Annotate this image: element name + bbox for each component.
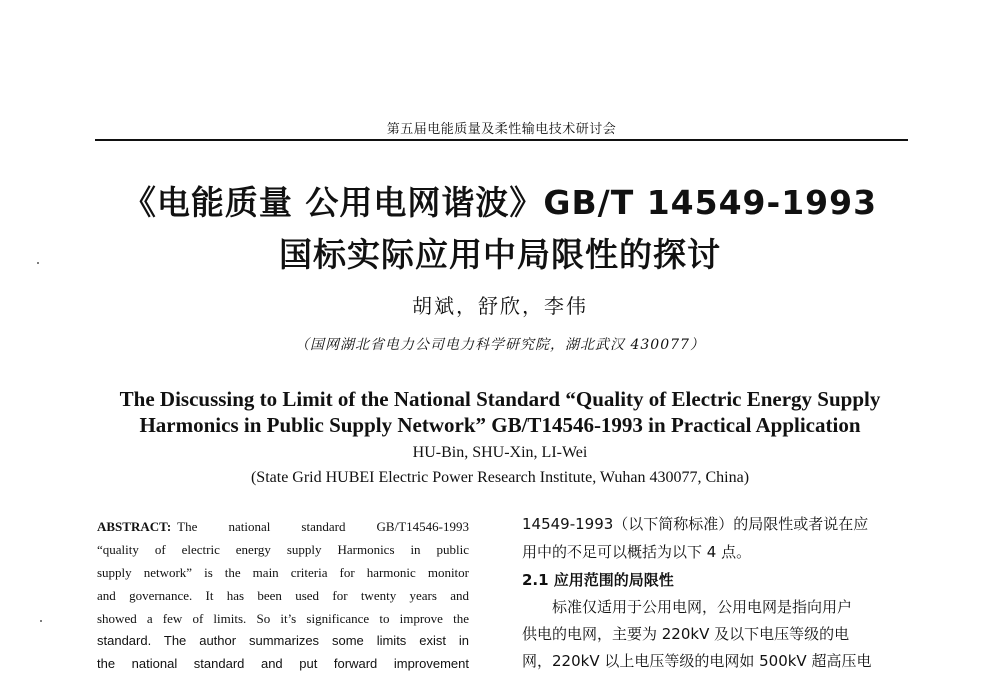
affiliation-en: (State Grid HUBEI Electric Power Research Institute, Wuhan 430077, China) (250, 469, 750, 486)
abstract-line: “quality of electric energy supply Harmonics in public (97, 542, 469, 557)
abstract-line: ABSTRACT: The national standard GB/T14546-1993 (97, 519, 469, 534)
body-para-line: 标准仅适用于公用电网，公用电网是指向用户 (552, 598, 853, 616)
header-rule (95, 139, 908, 141)
section-heading: 2.1 应用范围的局限性 (522, 571, 674, 589)
conference-header: 第五届电能质量及柔性输电技术研讨会 (386, 122, 617, 137)
abstract-line: the national standard and put forward improvement (97, 656, 469, 671)
body-para-line: 供电的电网，主要为 220kV 及以下电压等级的电 (522, 625, 850, 643)
abstract-line: standard. The author summarizes some limits exist in (97, 633, 469, 648)
abstract-line: showed a few of limits. So it’s significance to improve the (97, 611, 469, 626)
abstract-line: supply network” is the main criteria for harmonic monitor (97, 565, 469, 580)
scan-speck (40, 620, 42, 622)
body-intro-line: 14549-1993（以下简称标准）的局限性或者说在应 (522, 515, 869, 533)
authors-cn: 胡斌，舒欣，李伟 (412, 294, 588, 318)
title-cn-line1: 《电能质量 公用电网谐波》GB/T 14549-1993 (122, 183, 878, 222)
body-para-line: 网，220kV 以上电压等级的电网如 500kV 超高压电 (522, 652, 872, 670)
authors-en: HU-Bin, SHU-Xin, LI-Wei (412, 444, 588, 461)
title-cn-line2: 国标实际应用中局限性的探讨 (279, 235, 721, 274)
title-en-line2: Harmonics in Public Supply Network” GB/T14546-1993 in Practical Application (139, 413, 861, 437)
abstract-label: ABSTRACT: (97, 519, 172, 534)
affiliation-cn: （国网湖北省电力公司电力科学研究院，湖北武汉 430077） (295, 337, 705, 353)
body-intro-line: 用中的不足可以概括为以下 4 点。 (522, 543, 752, 561)
title-en-line1: The Discussing to Limit of the National Standard “Quality of Electric Energy Supply (119, 387, 881, 411)
abstract-line: and governance. It has been used for twenty years and (97, 588, 469, 603)
